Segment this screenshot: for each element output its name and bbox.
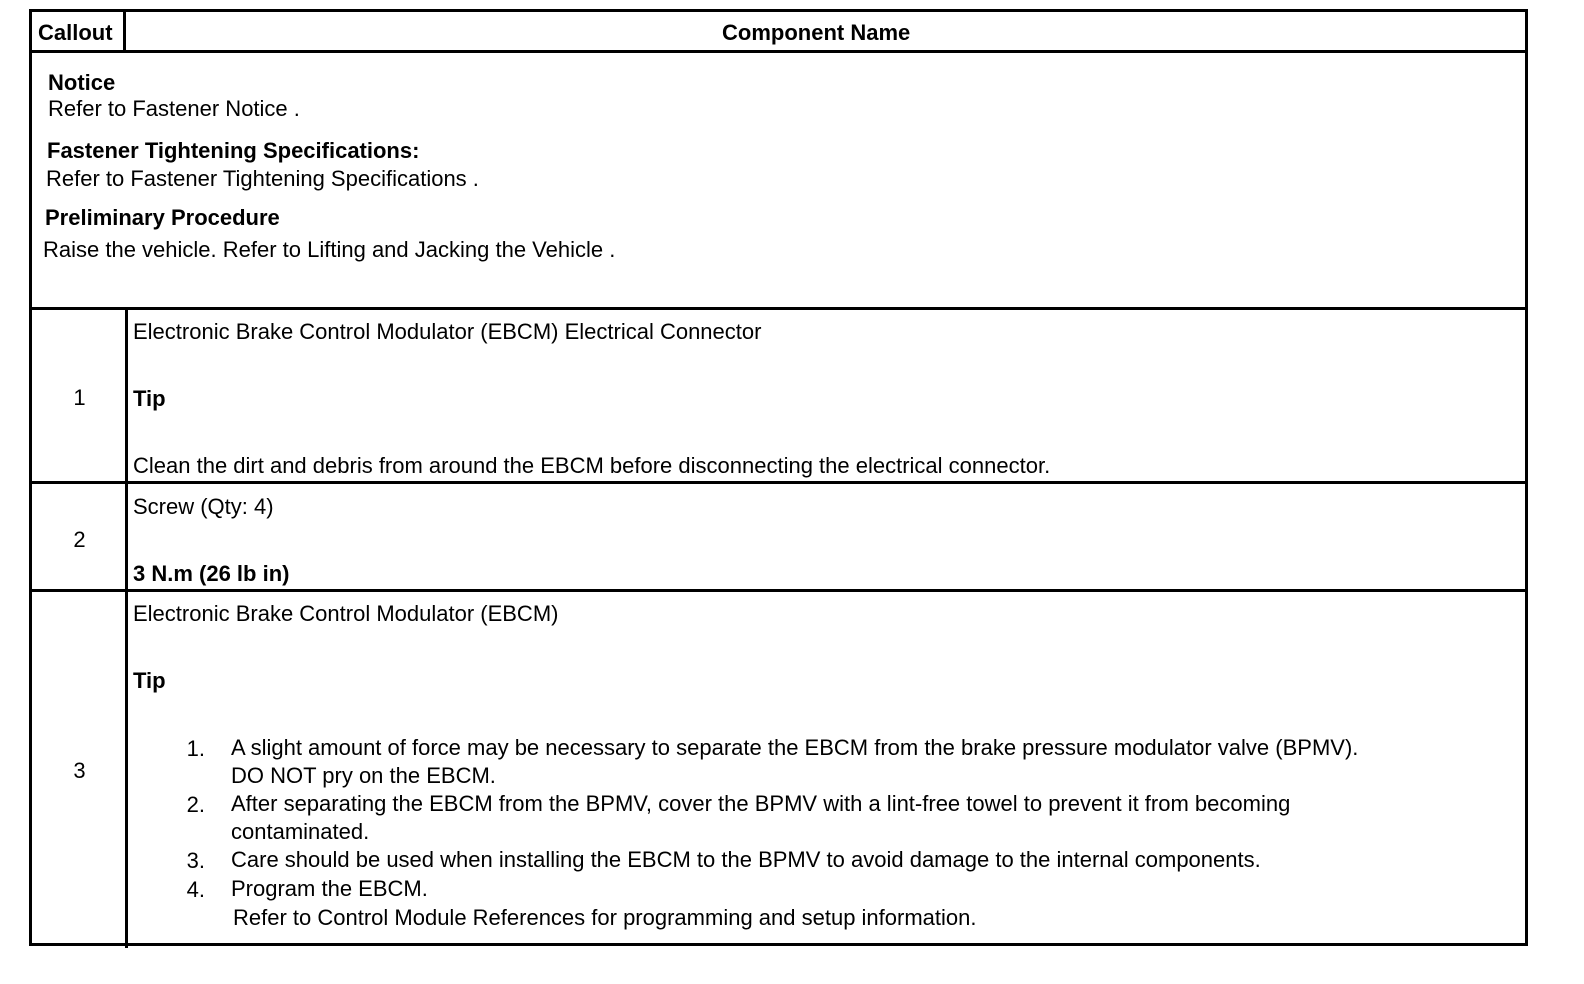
row1-tip-text: Clean the dirt and debris from around the EBCM before disconnecting the electrical connector. — [133, 453, 1051, 478]
step-2-number: 2. — [186, 792, 205, 817]
notice-bottom-border — [32, 307, 1525, 310]
step-1-line-2: DO NOT pry on the EBCM. — [231, 763, 496, 788]
step-3-line-1: Care should be used when installing the EBCM to the BPMV to avoid damage to the internal components. — [231, 847, 1261, 872]
step-1-number: 1. — [186, 736, 205, 761]
step-2-line-1: After separating the EBCM from the BPMV, cover the BPMV with a lint-free towel to prevent it from becoming — [231, 791, 1291, 816]
row1-component-name: Electronic Brake Control Modulator (EBCM) Electrical Connector — [133, 319, 762, 344]
callout-number-2: 2 — [73, 527, 86, 552]
header-column-divider — [123, 12, 126, 52]
notice-title: Notice — [48, 70, 116, 95]
callout-column-header: Callout — [38, 20, 113, 45]
step-4-line-2: Refer to Control Module References for programming and setup information. — [233, 905, 977, 930]
row2-torque-spec: 3 N.m (26 lb in) — [133, 561, 290, 586]
step-2-line-2: contaminated. — [231, 819, 370, 844]
fastener-specs-text: Refer to Fastener Tightening Specifications . — [46, 166, 479, 191]
preliminary-procedure-title: Preliminary Procedure — [45, 205, 280, 230]
notice-text: Refer to Fastener Notice . — [48, 96, 300, 121]
callout-number-1: 1 — [73, 385, 86, 410]
step-3-number: 3. — [186, 848, 205, 873]
step-4-line-1: Program the EBCM. — [231, 876, 428, 901]
row3-tip-label: Tip — [133, 668, 166, 693]
row2-component-name: Screw (Qty: 4) — [133, 494, 274, 519]
fastener-specs-title: Fastener Tightening Specifications: — [47, 138, 420, 163]
row1-tip-label: Tip — [133, 386, 166, 411]
header-bottom-border — [32, 50, 1525, 53]
row3-component-name: Electronic Brake Control Modulator (EBCM) — [133, 601, 559, 626]
row2-bottom-border — [32, 589, 1525, 592]
row1-bottom-border — [32, 481, 1525, 484]
component-name-column-header: Component Name — [722, 20, 911, 45]
step-4-number: 4. — [186, 877, 205, 902]
preliminary-procedure-text: Raise the vehicle. Refer to Lifting and Jacking the Vehicle . — [43, 237, 616, 262]
step-1-line-1: A slight amount of force may be necessary to separate the EBCM from the brake pressure modulator valve (BPMV). — [231, 735, 1359, 760]
procedure-table — [29, 9, 1528, 946]
callout-number-3: 3 — [73, 758, 86, 783]
